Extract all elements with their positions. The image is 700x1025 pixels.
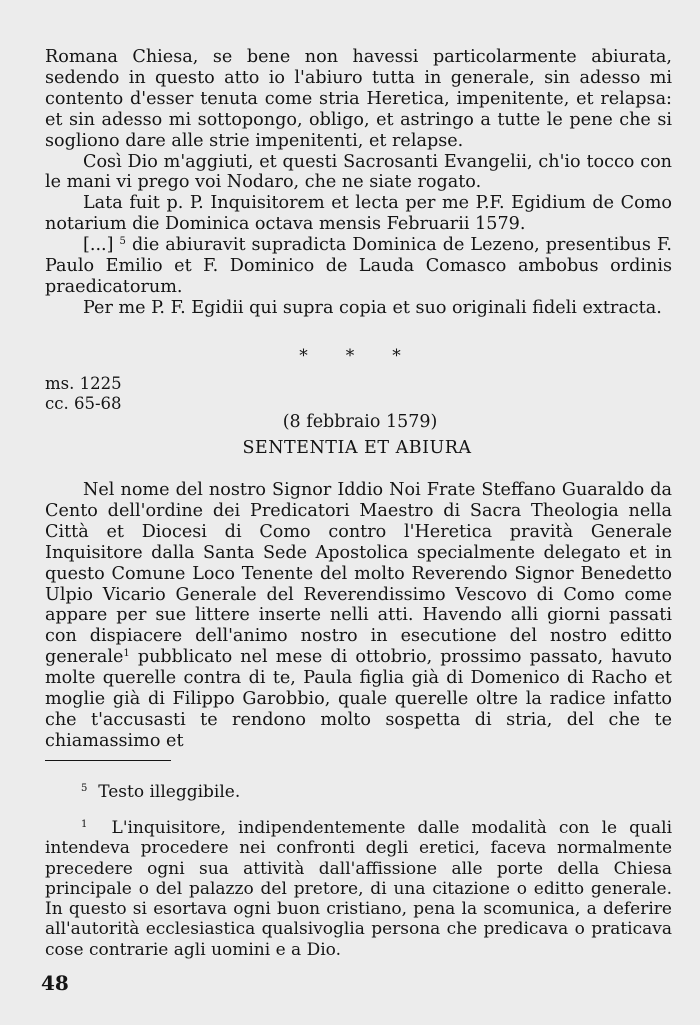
- footnote-5: [45, 782, 672, 802]
- paragraph-copy-attestation: Per me P. F. Egidii qui supra copia et suo originali fideli extracta.: [83, 297, 662, 318]
- paragraph-sentence: [45, 480, 672, 752]
- paragraph-abiuravit-text: die abiuravit supradicta Dominica de Lezeno, presentibus F. Paulo Emilio et F. Dominico de Lauda Comasco ambobus ordinis praedicatorum.: [45, 235, 673, 297]
- document-date: (8 febbraio 1579): [282, 412, 438, 432]
- abjuration-continuation: [45, 47, 672, 319]
- sentence-text-a: Nel nome del nostro Signor Iddio Noi Frate Steffano Guaraldo da Cento dell'ordine dei Predicatori Maestro di Sacra Theologia nella Città et Diocesi di Como contro l'Heretica pravità Generale Inquisitore dalla Santa Sede Apostolica specialmente delegato et in questo Comune Loco Tenente del molto Reverendo Signor Benedetto Ulpio Vicario Generale del Reverendissimo Vescovo di Como come appare per sue littere inserte nelli atti. Havendo alli giorni passati con dispiacere dell'animo nostro in esecutione del nostro editto generale: [45, 480, 672, 668]
- footnote-ref-5: 5: [119, 236, 126, 248]
- footnote-marker: 5: [81, 783, 88, 794]
- asterisk: *: [299, 346, 308, 366]
- manuscript-folios: cc. 65-68: [45, 394, 122, 413]
- footnote-ref-1: 1: [123, 648, 130, 660]
- manuscript-number: ms. 1225: [45, 374, 122, 393]
- paragraph-oath: Così Dio m'aggiuti, et questi Sacrosanti Evangelii, ch'io tocco con le mani vi prego voi Nodaro, che ne siate rogato.: [45, 151, 672, 193]
- asterisk: *: [392, 346, 401, 366]
- footnote-1: [45, 818, 672, 960]
- paragraph-lata-fuit: Lata fuit p. P. Inquisitorem et lecta per me P.F. Egidium de Como notarium die Dominica octava mensis Februarii 1579.: [45, 193, 672, 235]
- paragraph-abiuravit: [45, 235, 672, 298]
- sentence-text-b: pubblicato nel mese di ottobrio, prossimo passato, havuto molte querelle contra di te, Paula figlia già di Domenico di Racho et moglie già di Filippo Garobbio, quale querelle oltre la radice infatto che t'accusasti te rendono molto sospetta di stria, del che te chiamassimo et: [45, 647, 672, 751]
- section-heading: SENTENTIA ET ABIURA: [242, 438, 472, 458]
- footnote-text: L'inquisitore, indipendentemente dalle modalità con le quali intendeva procedere nei confronti degli eretici, faceva normalmente precedere ogni sua attività dall'affissione alle porte della Chiesa principale o del palazzo del pretore, di una citazione o editto generale. In questo si esortava ogni buon cristiano, pena la scomunica, a deferire all'autorità ecclesiastica qualsivoglia persona che predicava o praticava cose contrarie agli uomini e a Dio.: [45, 818, 673, 960]
- section-separator: [0, 346, 700, 366]
- footnote-text: Testo illeggibile.: [98, 782, 241, 802]
- footnote-divider: [45, 760, 171, 761]
- page-number: 48: [41, 971, 69, 995]
- sentence-body: [45, 480, 672, 752]
- paragraph-abjuration: Romana Chiesa, se bene non havessi particolarmente abiurata, sedendo in questo atto io l'abiuro tutta in generale, sin adesso mi contento d'esser tenuta come stria Heretica, impenitente, et relapsa: et sin adesso mi sottopongo, obligo, et astringo a tutte le pene che si sogliono dare alle strie impenitenti, et relapse.: [45, 47, 672, 151]
- asterisk: *: [345, 346, 355, 366]
- footnote-marker: 1: [81, 819, 88, 830]
- illegible-marker: [...]: [83, 235, 114, 256]
- manuscript-reference: [45, 374, 122, 414]
